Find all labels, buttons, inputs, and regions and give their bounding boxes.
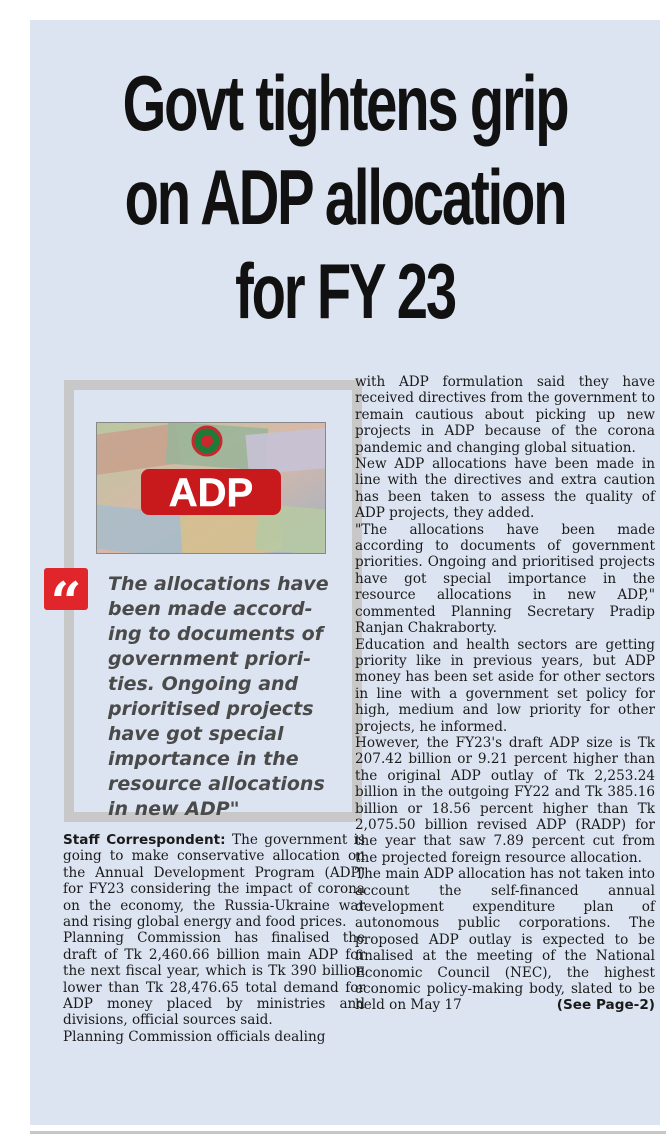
article-paragraph: New ADP allocations have been made in line with the directives and extra caution has been taken to assess the quality of ADP projects, they added. (355, 456, 655, 522)
bottom-rule (30, 1131, 666, 1134)
article-paragraph: "The allocations have been made according to documents of government priorities. Ongoing and prioritised projects have got special importance in the resource allocations in new ADP," commented Planning Secretary Pradip Ranjan Chakraborty. (355, 521, 655, 637)
article-paragraph: Education and health sectors are getting priority like in previous years, but ADP money has been set aside for other sectors in line with a government set policy for high, medium and low priority for other projects, he informed. (355, 636, 655, 735)
article-paragraph (355, 866, 655, 1014)
article-column-right (355, 374, 655, 1014)
headline-line-1: Govt tightens grip (122, 59, 568, 147)
article-paragraph: with ADP formulation said they have received directives from the government to remain cautious about picking up new projects in ADP because of the corona pandemic and changing global situation. (355, 374, 655, 456)
byline: Staff Correspondent: (63, 832, 226, 848)
pull-quote-box (50, 380, 362, 822)
article-column-left (63, 832, 365, 1045)
quote-mark-icon: “ (44, 568, 88, 610)
article-paragraph: Planning Commission has finalised the draft of Tk 2,460.66 billion main ADP for the next fiscal year, which is Tk 390 billion lower than Tk 28,476.65 total demand for ADP money placed by ministries and divisions, official sources said. (63, 930, 365, 1029)
article-closing: The main ADP allocation has not taken into account the self-financed annual development expenditure plan of autonomous public corporations. The proposed ADP outlay is expected to be finalised at the meeting of the National Economic Council (NEC), the highest economic policy-making body, slated to be held on May 17 (355, 866, 655, 1014)
article-lead: The government is going to make conservative allocation on the Annual Development Program (ADP) for FY23 considering the impact of corona on the economy, the Russia-Ukraine war and rising global energy and food prices. (63, 832, 365, 931)
adp-badge-text: ADP (168, 471, 254, 515)
article-paragraph: However, the FY23's draft ADP size is Tk 207.42 billion or 9.21 percent higher than the original ADP outlay of Tk 2,253.24 billion in the outgoing FY22 and Tk 385.16 billion or 18.56 percent higher than Tk 2,075.50 billion revised ADP (RADP) for the year that saw 7.89 percent cut from the projected foreign resource allocation. (355, 734, 655, 866)
see-page-link[interactable]: (See Page-2) (556, 997, 655, 1014)
article-paragraph (63, 832, 365, 930)
newspaper-page (30, 20, 660, 1125)
pull-quote-text: The allocations have been made accord-ing to documents of government priori-ties. Ongoing and prioritised projects have got special importance in the resource allocations in new ADP" (108, 573, 329, 820)
article-paragraph: Planning Commission officials dealing (63, 1028, 326, 1045)
headline-line-2: on ADP allocation (124, 153, 566, 241)
headline (118, 56, 572, 338)
pull-quote-inner (50, 390, 352, 820)
headline-line-3: for FY 23 (235, 247, 455, 335)
adp-currency-image (96, 422, 326, 554)
